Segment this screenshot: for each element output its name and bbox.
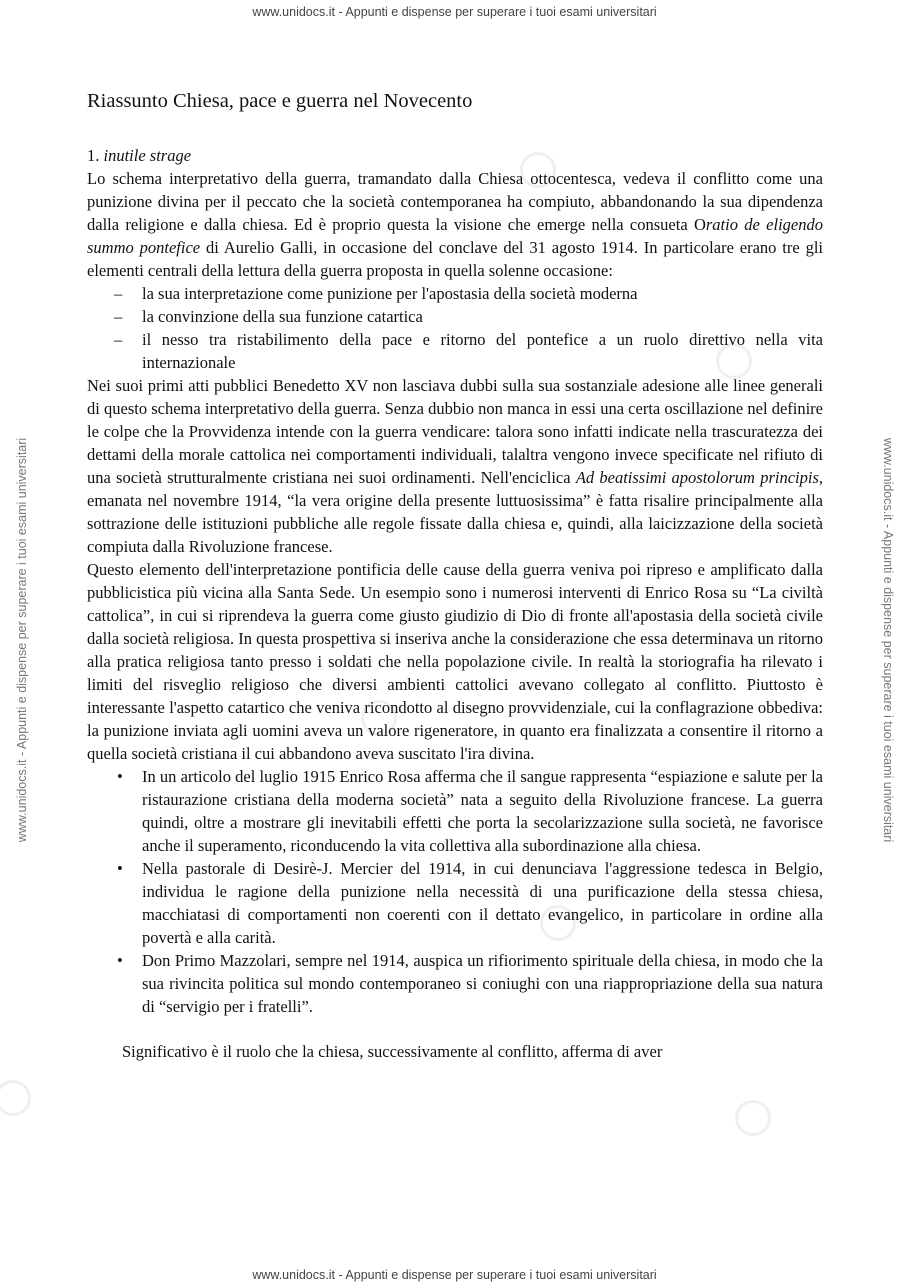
bullet-marker: •	[117, 859, 123, 878]
section-title: inutile strage	[103, 146, 192, 165]
bullet-list	[87, 765, 823, 1018]
unidocs-logo-icon	[735, 1100, 771, 1136]
unidocs-logo-icon	[0, 1080, 31, 1116]
bullet-marker: •	[117, 767, 123, 786]
list-item: – il nesso tra ristabilimento della pace e ritorno del pontefice a un ruolo direttivo nella vita internazionale	[114, 330, 823, 372]
document-title: Riassunto Chiesa, pace e guerra nel Novecento	[87, 90, 473, 112]
dash-marker: –	[114, 330, 123, 349]
list-item: • In un articolo del luglio 1915 Enrico Rosa afferma che il sangue rappresenta “espiazione e salute per la ristaurazione cristiana della moderna società” nata a seguito della Rivoluzione francese. La guerra quindi, oltre a mostrare gli inevitabili effetti che porta la secolarizzazione sulla società, ne favorisce anche il superamento, riconducendo la vita collettiva alla subordinazione alla chiesa.	[117, 767, 823, 855]
bullet-marker: •	[117, 951, 123, 970]
paragraph-2: Nei suoi primi atti pubblici Benedetto XV non lasciava dubbi sulla sua sostanziale adesione alle linee generali di questo schema interpretativo della guerra. Senza dubbio non manca in essi una certa oscillazione nel definire le colpe che la Provvidenza intende con la guerra vendicare: talora sono infatti indicate nella trascuratezza dei dettami della morale cattolica nei comportamenti individuali, talaltra vengono invece specificate nel rifiuto di una società strutturalmente cristiana nei suoi ordinamenti. Nell'enciclica Ad beatissimi apostolorum principis, emanata nel novembre 1914, “la vera origine della presente luttuosissima” è fatta risalire principalmente alla sottrazione delle istituzioni pubbliche alle regole fissate dalla chiesa e, quindi, alla laicizzazione della società compiuta dalla Rivoluzione francese.	[87, 376, 823, 556]
left-side-watermark: www.unidocs.it - Appunti e dispense per superare i tuoi esami universitari	[15, 437, 29, 843]
list-item: – la convinzione della sua funzione catartica	[114, 307, 423, 326]
document-page	[87, 88, 823, 1063]
list-item: – la sua interpretazione come punizione per l'apostasia della società moderna	[114, 284, 638, 303]
section-number: 1.	[87, 146, 100, 165]
paragraph-1: Lo schema interpretativo della guerra, tramandato dalla Chiesa ottocentesca, vedeva il conflitto come una punizione divina per il peccato che la società contemporanea ha compiuto, abbandonando la sua dipendenza dalla religione e dalla chiesa. Ed è proprio questa la visione che emerge nella consueta Oratio de eligendo summo pontefice di Aurelio Galli, in occasione del conclave del 31 agosto 1914. In particolare erano tre gli elementi centrali della lettura della guerra proposta in quella solenne occasione:	[87, 169, 824, 280]
dash-marker: –	[114, 307, 123, 326]
paragraph-3: Questo elemento dell'interpretazione pontificia delle cause della guerra veniva poi ripreso e amplificato dalla pubblicistica più vicina alla Santa Sede. Un esempio sono i numerosi interventi di Enrico Rosa su “La civiltà cattolica”, in cui si riprendeva la guerra come giusto giudizio di Dio di fronte all'apostasia della società civile dalla società religiosa. In questa prospettiva si inseriva anche la considerazione che essa determinava un ritorno alla pratica religiosa tanto presso i soldati che nella popolazione civile. In realtà la storiografia ha rilevato i limiti del risveglio religioso che diversi ambienti cattolici avevano collegato al conflitto. Piuttosto è interessante l'aspetto catartico che veniva ricondotto al disegno provvidenziale, cui la conflagrazione obbediva: la punizione inviata agli uomini aveva un valore rigeneratore, in quanto era finalizzata a consentire il ritorno a quella società cristiana il cui abbandono aveva suscitato l'ira divina.	[87, 560, 823, 763]
list-item: • Nella pastorale di Desirè-J. Mercier del 1914, in cui denunciava l'aggressione tedesca in Belgio, individua le ragione della punizione nella necessità di una purificazione della stessa chiesa, macchiatasi di comportamenti non coerenti con il dettato evangelico, in particolare in ordine alla povertà e alla carità.	[117, 859, 823, 947]
paragraph-4: Significativo è il ruolo che la chiesa, successivamente al conflitto, afferma di aver	[122, 1042, 663, 1061]
right-side-watermark: www.unidocs.it - Appunti e dispense per superare i tuoi esami universitari	[881, 437, 895, 843]
header-watermark: www.unidocs.it - Appunti e dispense per superare i tuoi esami universitari	[252, 5, 657, 19]
footer-watermark: www.unidocs.it - Appunti e dispense per superare i tuoi esami universitari	[252, 1268, 657, 1282]
section-heading	[87, 144, 823, 167]
dash-list	[87, 282, 823, 374]
dash-marker: –	[114, 284, 123, 303]
list-item: • Don Primo Mazzolari, sempre nel 1914, auspica un rifiorimento spirituale della chiesa, in modo che la sua rivincita politica sul mondo contemporaneo si coniughi con una riappropriazione della sua natura di “servigio per i fratelli”.	[117, 951, 823, 1016]
